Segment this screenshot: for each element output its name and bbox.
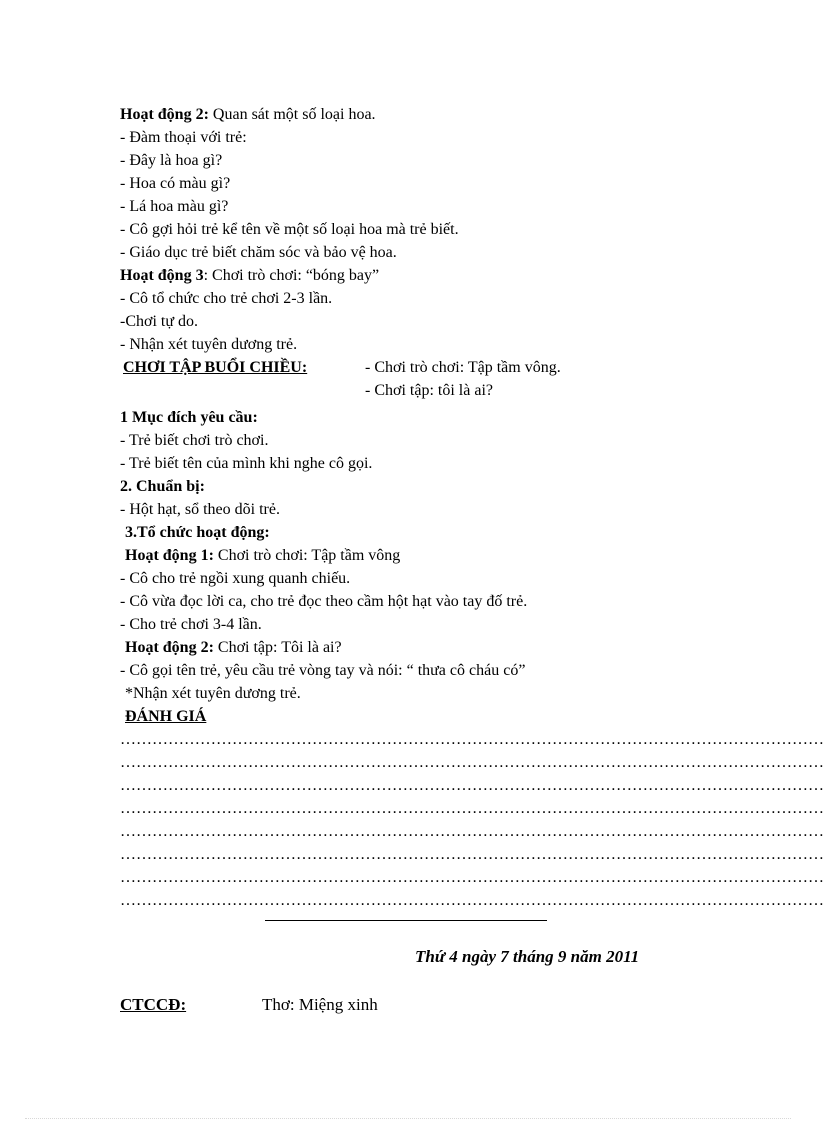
list-item: *Nhận xét tuyên dương trẻ. [125,685,301,702]
list-item: - Trẻ biết chơi trò chơi. [120,432,269,449]
list-item: - Nhận xét tuyên dương trẻ. [120,336,298,353]
list-item: - Cô gọi tên trẻ, yêu cầu trẻ vòng tay và nói: “ thưa cô cháu có” [120,662,526,679]
dotted-line: …………………………………………………………………………………………………………………… [120,869,824,886]
ctccd-row [120,995,378,1015]
list-item: - Đây là hoa gì? [120,152,223,169]
org-activity-2-heading: Hoạt động 2: Chơi tập: Tôi là ai? [125,639,342,656]
org-activity-1-heading: Hoạt động 1: Chơi trò chơi: Tập tầm vông [125,547,401,564]
list-item: - Cho trẻ chơi 3-4 lần. [120,616,262,633]
ctccd-text: Thơ: Miệng xinh [262,995,378,1014]
list-item: -Chơi tự do. [120,313,199,330]
document-body [120,103,824,912]
activity-2-heading: Hoạt động 2: Quan sát một số loại hoa. [120,106,376,123]
separator-rule [265,920,547,921]
date-heading: Thứ 4 ngày 7 tháng 9 năm 2011 [415,947,640,966]
dotted-line: …………………………………………………………………………………………………………………… [120,777,824,794]
dotted-line: …………………………………………………………………………………………………………………… [120,846,824,863]
list-item: - Cô cho trẻ ngồi xung quanh chiếu. [120,570,351,587]
afternoon-item-2: - Chơi tập: tôi là ai? [365,382,493,399]
list-item: - Cô vừa đọc lời ca, cho trẻ đọc theo cầm hột hạt vào tay đố trẻ. [120,593,528,610]
list-item: - Cô tổ chức cho trẻ chơi 2-3 lần. [120,290,333,307]
dotted-line: …………………………………………………………………………………………………………………… [120,731,824,748]
list-item: - Đàm thoại với trẻ: [120,129,247,146]
prep-heading: 2. Chuẩn bị: [120,478,205,495]
page-edge-divider [25,1118,791,1119]
dotted-line: …………………………………………………………………………………………………………………… [120,823,824,840]
list-item: - Trẻ biết tên của mình khi nghe cô gọi. [120,455,373,472]
afternoon-row [120,356,700,379]
org-heading: 3.Tổ chức hoạt động: [125,524,270,541]
list-item: - Hột hạt, sổ theo dõi trẻ. [120,501,280,518]
list-item: - Cô gợi hỏi trẻ kể tên về một số loại hoa mà trẻ biết. [120,221,459,238]
list-item: - Giáo dục trẻ biết chăm sóc và bảo vệ hoa. [120,244,397,261]
afternoon-heading: CHƠI TẬP BUỔI CHIỀU: [123,359,308,376]
list-item: - Lá hoa màu gì? [120,198,229,215]
goals-heading: 1 Mục đích yêu cầu: [120,409,258,426]
dotted-line: …………………………………………………………………………………………………………………… [120,892,824,909]
afternoon-row-2 [120,379,700,402]
ctccd-label: CTCCĐ: [120,995,187,1014]
activity-3-heading: Hoạt động 3: Chơi trò chơi: “bóng bay” [120,267,380,284]
list-item: - Hoa có màu gì? [120,175,231,192]
dotted-line: …………………………………………………………………………………………………………………… [120,754,824,771]
evaluation-heading: ĐÁNH GIÁ [125,708,207,725]
dotted-line: …………………………………………………………………………………………………………………… [120,800,824,817]
afternoon-item-1: - Chơi trò chơi: Tập tầm vông. [365,359,561,376]
